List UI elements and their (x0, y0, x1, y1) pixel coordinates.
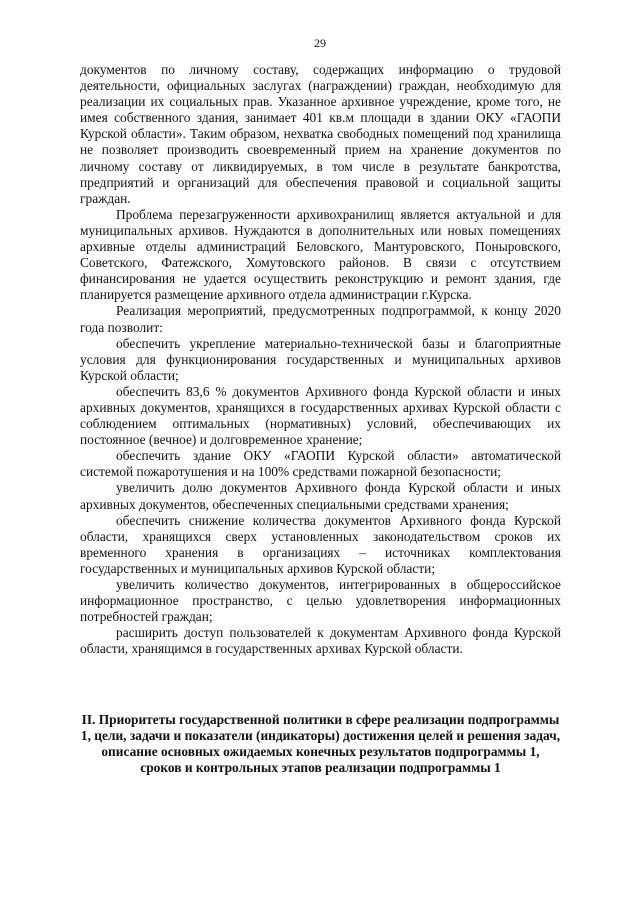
document-body (80, 62, 561, 657)
paragraph-implementation-intro: Реализация мероприятий, предусмотренных подпрограммой, к концу 2020 года позволит: (80, 303, 561, 335)
list-item-material-base: обеспечить укрепление материально-технической базы и благоприятные условия для функционирования государственных и муниципальных архивов Курской области; (80, 335, 561, 383)
section-heading: II. Приоритеты государственной политики в сфере реализации подпрограммы 1, цели, задачи и показатели (индикаторы) достижения целей и решения задач, описание основных ожидаемых конечных результатов подпрограммы 1, сроков и контрольных этапов реализации подпрограммы 1 (80, 712, 561, 776)
paragraph-continuation: документов по личному составу, содержащих информацию о трудовой деятельности, официальных заслугах (награждении) граждан, необходимую для реализации их социальных прав. Указанное архивное учреждение, кроме того, не имея собственного здания, занимает 401 кв.м площади в здании ОКУ «ГАОПИ Курской области». Таким образом, нехватка свободных помещений под хранилища не позволяет производить своевременный прием на хранение документов по личному составу от ликвидируемых, в том числе в результате банкротства, предприятий и организаций для обеспечения правовой и социальной защиты граждан. (80, 62, 561, 206)
page-number: 29 (314, 36, 326, 50)
list-item-integration: увеличить количество документов, интегрированных в общероссийское информационное пространство, с целью удовлетворения информационных потребностей граждан; (80, 577, 561, 625)
list-item-storage-conditions: обеспечить 83,6 % документов Архивного фонда Курской области и иных архивных документов, хранящихся в государственных архивах Курской области с соблюдением оптимальных (нормативных) условий, обеспечивающих их постоянное (вечное) и долговременное хранение; (80, 383, 561, 448)
paragraph-municipal-archives: Проблема перезагруженности архивохранилищ является актуальной и для муниципальных архивов. Нуждаются в дополнительных или новых помещениях архивные отделы администраций Беловского, Мантуровского, Поныровского, Советского, Фатежского, Хомутовского районов. В связи с отсутствием финансирования не удается осуществить реконструкцию и ремонт здания, где планируется размещение архивного отдела администрации г.Курска. (80, 206, 561, 303)
list-item-fire-safety: обеспечить здание ОКУ «ГАОПИ Курской области» автоматической системой пожаротушения и на 100% средствами пожарной безопасности; (80, 448, 561, 480)
list-item-special-storage: увеличить долю документов Архивного фонда Курской области и иных архивных документов, обеспеченных специальными средствами хранения; (80, 480, 561, 512)
list-item-user-access: расширить доступ пользователей к документам Архивного фонда Курской области, хранящимся в государственных архивах Курской области. (80, 625, 561, 657)
list-item-reduce-overdue: обеспечить снижение количества документов Архивного фонда Курской области, хранящихся сверх установленных законодательством сроков их временного хранения в организациях – источниках комплектования государственных и муниципальных архивов Курской области; (80, 512, 561, 576)
